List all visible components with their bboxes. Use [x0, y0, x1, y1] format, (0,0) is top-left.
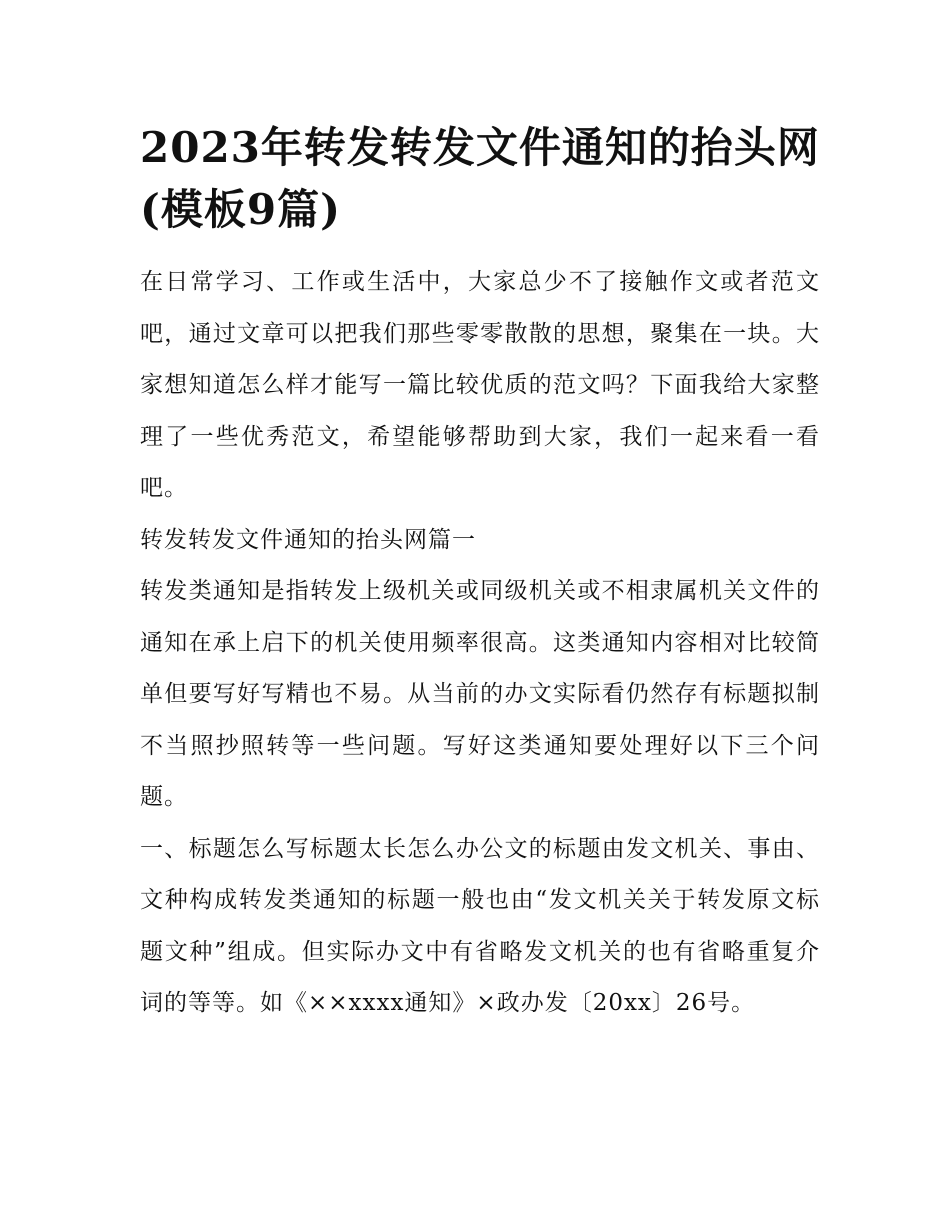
section-heading: 转发转发文件通知的抬头网篇一 — [140, 526, 476, 553]
document-body — [140, 117, 820, 1030]
document-title: 2023年转发转发文件通知的抬头网(模板9篇) — [140, 123, 820, 234]
body-paragraph: 一、标题怎么写标题太长怎么办公文的标题由发文机关、事由、文种构成转发类通知的标题一般也由“发文机关关于转发原文标题文种”组成。但实际办文中有省略发文机关的也有省略重复介词的等等。如《××xxxx通知》×政办发〔20xx〕26号。 — [140, 835, 820, 1016]
body-paragraph: 转发类通知是指转发上级机关或同级机关或不相隶属机关文件的通知在承上启下的机关使用频率很高。这类通知内容相对比较简单但要写好写精也不易。从当前的办文实际看仍然存有标题拟制不当照抄照转等一些问题。写好这类通知要处理好以下三个问题。 — [140, 578, 820, 810]
intro-paragraph: 在日常学习、工作或生活中，大家总少不了接触作文或者范文吧，通过文章可以把我们那些零零散散的思想，聚集在一块。大家想知道怎么样才能写一篇比较优质的范文吗？下面我给大家整理了一些优秀范文，希望能够帮助到大家，我们一起来看一看吧。 — [140, 269, 820, 501]
